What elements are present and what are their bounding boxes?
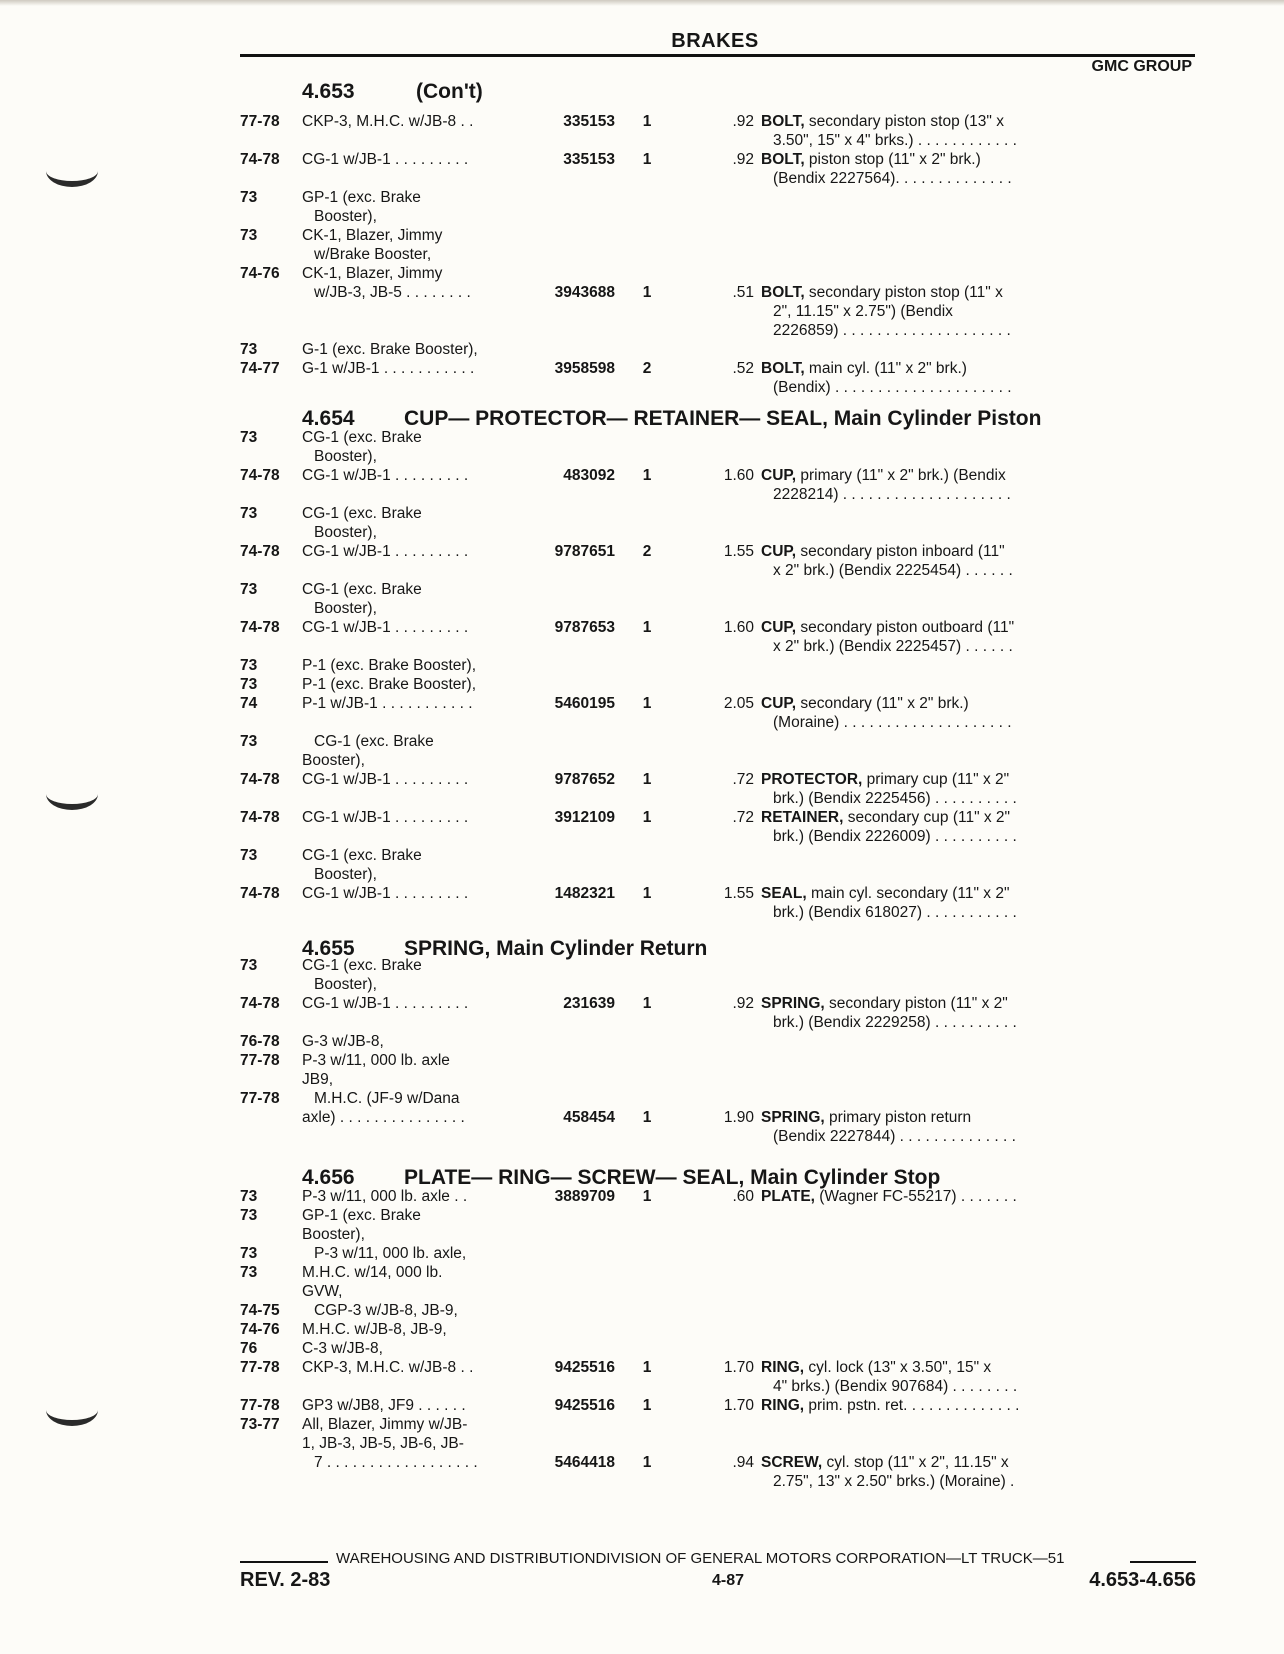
model-years: 74-78 [240, 885, 280, 902]
model-years: 74-78 [240, 771, 280, 788]
quantity: 1 [642, 1359, 652, 1376]
part-description [773, 903, 1017, 923]
list-price: .60 [732, 1188, 754, 1205]
application: CG-1 (exc. Brake [302, 505, 422, 522]
description-text: primary cup (11" x 2" [862, 771, 1010, 788]
application: Booster), [314, 976, 377, 993]
list-price: .72 [732, 771, 754, 788]
part-description [761, 770, 1009, 790]
application: C-3 w/JB-8, [302, 1340, 383, 1357]
application: Booster), [314, 600, 377, 617]
description-text: x 2" brk.) (Bendix 2225457) . . . . . . [773, 638, 1013, 655]
section-title: SPRING, Main Cylinder Return [404, 937, 708, 960]
model-years: 74-78 [240, 619, 280, 636]
model-years: 73 [240, 429, 258, 446]
model-years: 73 [240, 1264, 258, 1281]
part-description [761, 150, 981, 170]
list-price: .94 [732, 1454, 754, 1471]
application: 7 . . . . . . . . . . . . . . . . . . [314, 1454, 478, 1471]
part-number: 9425516 [554, 1397, 615, 1414]
application: CGP-3 w/JB-8, JB-9, [314, 1302, 458, 1319]
footer-rule [240, 1561, 328, 1563]
model-years: 74-75 [240, 1302, 280, 1319]
model-years: 74-76 [240, 265, 280, 282]
application: CG-1 (exc. Brake [302, 429, 422, 446]
part-description [761, 466, 1006, 486]
part-description [773, 302, 953, 322]
part-description [773, 789, 1017, 809]
list-price: 1.60 [723, 619, 754, 636]
part-description [761, 359, 967, 379]
section-title: PLATE— RING— SCREW— SEAL, Main Cylinder Stop [404, 1166, 941, 1189]
part-description [773, 378, 1012, 398]
model-years: 74-77 [240, 360, 280, 377]
model-years: 73 [240, 733, 258, 750]
part-description [773, 561, 1013, 581]
description-text: (Moraine) . . . . . . . . . . . . . . . . . . . . [773, 714, 1012, 731]
model-years: 74-78 [240, 543, 280, 560]
part-name: RETAINER, [761, 809, 844, 826]
list-price: 2.05 [723, 695, 754, 712]
quantity: 1 [642, 1397, 652, 1414]
quantity: 1 [642, 619, 652, 636]
part-description [773, 1377, 1017, 1397]
part-name: SPRING, [761, 1109, 825, 1126]
list-price: 1.70 [723, 1397, 754, 1414]
list-price: .51 [732, 284, 754, 301]
part-description [761, 694, 969, 714]
model-years: 76 [240, 1340, 258, 1357]
model-years: 73 [240, 1245, 258, 1262]
part-description [761, 1396, 1019, 1416]
description-text: piston stop (11" x 2" brk.) [804, 151, 981, 168]
description-text: brk.) (Bendix 618027) . . . . . . . . . . . [773, 904, 1017, 921]
punch-hole-mark [46, 1394, 98, 1426]
quantity: 1 [642, 995, 652, 1012]
description-text: brk.) (Bendix 2226009) . . . . . . . . . . [773, 828, 1017, 845]
description-text: 2226859) . . . . . . . . . . . . . . . . . . . . [773, 322, 1011, 339]
model-years: 73 [240, 341, 258, 358]
application: CKP-3, M.H.C. w/JB-8 . . [302, 1359, 474, 1376]
description-text: 3.50", 15" x 4" brks.) . . . . . . . . . . . . [773, 132, 1017, 149]
section-number: 4.656 [302, 1166, 355, 1189]
description-text: (Bendix) . . . . . . . . . . . . . . . . . . . . . [773, 379, 1012, 396]
quantity: 1 [642, 151, 652, 168]
part-description [773, 1472, 1014, 1492]
part-description [761, 994, 1008, 1014]
application: CG-1 w/JB-1 . . . . . . . . . [302, 809, 469, 826]
description-text: cyl. stop (11" x 2", 11.15" x [822, 1454, 1009, 1471]
list-price: .92 [732, 113, 754, 130]
application: Booster), [314, 866, 377, 883]
application: CG-1 (exc. Brake [302, 581, 422, 598]
list-price: 1.90 [723, 1109, 754, 1126]
page-title: BRAKES [671, 30, 759, 52]
application: All, Blazer, Jimmy w/JB- [302, 1416, 468, 1433]
application: M.H.C. (JF-9 w/Dana [314, 1090, 460, 1107]
application: 1, JB-3, JB-5, JB-6, JB- [302, 1435, 464, 1452]
part-name: SEAL, [761, 885, 807, 902]
part-name: RING, [761, 1397, 805, 1414]
part-number: 9425516 [554, 1359, 615, 1376]
model-years: 73 [240, 1188, 258, 1205]
header-rule [240, 54, 1195, 57]
model-years: 73-77 [240, 1416, 280, 1433]
part-name: BOLT, [761, 284, 805, 301]
model-years: 74 [240, 695, 258, 712]
section-number: 4.653 [302, 80, 355, 103]
group-label: GMC GROUP [1091, 58, 1192, 75]
part-name: BOLT, [761, 113, 805, 130]
quantity: 1 [642, 695, 652, 712]
description-text: secondary (11" x 2" brk.) [796, 695, 969, 712]
section-title: (Con't) [416, 80, 483, 103]
model-years: 73 [240, 957, 258, 974]
footer-section-range: 4.653-4.656 [1089, 1569, 1196, 1591]
part-number: 1482321 [554, 885, 615, 902]
application: CK-1, Blazer, Jimmy [302, 227, 443, 244]
description-text: 4" brks.) (Bendix 907684) . . . . . . . . [773, 1378, 1018, 1395]
quantity: 1 [642, 771, 652, 788]
list-price: .92 [732, 151, 754, 168]
application: M.H.C. w/JB-8, JB-9, [302, 1321, 447, 1338]
model-years: 76-78 [240, 1033, 280, 1050]
part-description [761, 884, 1009, 904]
description-text: main cyl. secondary (11" x 2" [806, 885, 1010, 902]
description-text: primary (11" x 2" brk.) (Bendix [796, 467, 1006, 484]
part-number: 3912109 [554, 809, 615, 826]
application: P-1 (exc. Brake Booster), [302, 657, 477, 674]
description-text: primary piston return [824, 1109, 972, 1126]
part-description [761, 1453, 1009, 1473]
model-years: 77-78 [240, 1052, 280, 1069]
description-text: cyl. lock (13" x 3.50", 15" x [804, 1359, 992, 1376]
part-number: 335153 [563, 113, 615, 130]
part-description [773, 827, 1017, 847]
application: Booster), [314, 524, 377, 541]
part-description [761, 618, 1014, 638]
application: G-1 (exc. Brake Booster), [302, 341, 478, 358]
application: Booster), [302, 1226, 365, 1243]
quantity: 1 [642, 809, 652, 826]
description-text: main cyl. (11" x 2" brk.) [804, 360, 967, 377]
model-years: 73 [240, 847, 258, 864]
application: CG-1 (exc. Brake [302, 847, 422, 864]
model-years: 73 [240, 676, 258, 693]
model-years: 73 [240, 189, 258, 206]
quantity: 1 [642, 284, 652, 301]
description-text: secondary piston stop (11" x [804, 284, 1003, 301]
part-number: 3943688 [554, 284, 615, 301]
model-years: 73 [240, 657, 258, 674]
part-number: 483092 [563, 467, 615, 484]
model-years: 77-78 [240, 1397, 280, 1414]
part-name: PLATE, [761, 1188, 815, 1205]
section-number: 4.655 [302, 937, 355, 960]
list-price: 1.70 [723, 1359, 754, 1376]
application: CG-1 (exc. Brake [314, 733, 434, 750]
description-text: brk.) (Bendix 2229258) . . . . . . . . . . [773, 1014, 1017, 1031]
quantity: 2 [642, 543, 652, 560]
application: Booster), [302, 752, 365, 769]
part-name: SCREW, [761, 1454, 823, 1471]
part-description [761, 808, 1010, 828]
part-number: 458454 [563, 1109, 615, 1126]
part-name: RING, [761, 1359, 805, 1376]
part-description [773, 637, 1013, 657]
description-text: 2.75", 13" x 2.50" brks.) (Moraine) . [773, 1473, 1015, 1490]
application: P-3 w/11, 000 lb. axle, [314, 1245, 467, 1262]
part-description [761, 112, 1004, 132]
part-number: 9787652 [554, 771, 615, 788]
description-text: secondary cup (11" x 2" [843, 809, 1011, 826]
application: P-3 w/11, 000 lb. axle . . [302, 1188, 468, 1205]
model-years: 73 [240, 1207, 258, 1224]
model-years: 73 [240, 227, 258, 244]
application: G-1 w/JB-1 . . . . . . . . . . . [302, 360, 475, 377]
description-text: (Bendix 2227564). . . . . . . . . . . . . . [773, 170, 1012, 187]
list-price: .52 [732, 360, 754, 377]
quantity: 1 [642, 1454, 652, 1471]
model-years: 73 [240, 581, 258, 598]
section-title: CUP— PROTECTOR— RETAINER— SEAL, Main Cylinder Piston [404, 407, 1042, 430]
part-name: PROTECTOR, [761, 771, 863, 788]
application: G-3 w/JB-8, [302, 1033, 384, 1050]
model-years: 73 [240, 505, 258, 522]
part-description [773, 1127, 1016, 1147]
quantity: 1 [642, 113, 652, 130]
part-number: 9787653 [554, 619, 615, 636]
application: w/JB-3, JB-5 . . . . . . . . [314, 284, 471, 301]
part-description [773, 485, 1011, 505]
part-number: 335153 [563, 151, 615, 168]
application: P-3 w/11, 000 lb. axle [302, 1052, 450, 1069]
description-text: 2", 11.15" x 2.75") (Bendix [773, 303, 953, 320]
footer-page-number: 4-87 [711, 1572, 745, 1589]
part-number: 5464418 [554, 1454, 615, 1471]
application: M.H.C. w/14, 000 lb. [302, 1264, 443, 1281]
list-price: 1.60 [723, 467, 754, 484]
description-text: (Wagner FC-55217) . . . . . . . [814, 1188, 1017, 1205]
application: Booster), [314, 208, 377, 225]
description-text: x 2" brk.) (Bendix 2225454) . . . . . . [773, 562, 1013, 579]
model-years: 74-76 [240, 1321, 280, 1338]
quantity: 1 [642, 885, 652, 902]
application: CKP-3, M.H.C. w/JB-8 . . [302, 113, 474, 130]
part-description [773, 321, 1011, 341]
list-price: .72 [732, 809, 754, 826]
description-text: secondary piston inboard (11" [796, 543, 1005, 560]
footer-revision: REV. 2-83 [240, 1569, 331, 1591]
description-text: prim. pstn. ret. . . . . . . . . . . . . . [804, 1397, 1020, 1414]
part-name: SPRING, [761, 995, 825, 1012]
application: CG-1 w/JB-1 . . . . . . . . . [302, 619, 469, 636]
model-years: 74-78 [240, 467, 280, 484]
application: JB9, [302, 1071, 334, 1088]
punch-hole-mark [46, 778, 98, 810]
description-text: brk.) (Bendix 2225456) . . . . . . . . . . [773, 790, 1017, 807]
list-price: 1.55 [723, 885, 754, 902]
application: CK-1, Blazer, Jimmy [302, 265, 443, 282]
application: w/Brake Booster, [314, 246, 432, 263]
application: CG-1 w/JB-1 . . . . . . . . . [302, 771, 469, 788]
application: P-1 (exc. Brake Booster), [302, 676, 477, 693]
part-description [761, 1358, 991, 1378]
part-number: 231639 [563, 995, 615, 1012]
description-text: secondary piston outboard (11" [796, 619, 1015, 636]
application: GP3 w/JB8, JF9 . . . . . . [302, 1397, 466, 1414]
application: Booster), [314, 448, 377, 465]
part-name: BOLT, [761, 360, 805, 377]
scan-edge [0, 0, 1284, 6]
part-name: CUP, [761, 467, 797, 484]
footer-publisher: WAREHOUSING AND DISTRIBUTIONDIVISION OF GENERAL MOTORS CORPORATION—LT TRUCK—51 [336, 1550, 1065, 1567]
part-name: CUP, [761, 619, 797, 636]
part-description [761, 283, 1003, 303]
application: CG-1 w/JB-1 . . . . . . . . . [302, 467, 469, 484]
model-years: 77-78 [240, 1090, 280, 1107]
application: P-1 w/JB-1 . . . . . . . . . . . [302, 695, 473, 712]
part-description [761, 1108, 971, 1128]
application: CG-1 w/JB-1 . . . . . . . . . [302, 995, 469, 1012]
part-number: 5460195 [554, 695, 615, 712]
quantity: 1 [642, 467, 652, 484]
list-price: 1.55 [723, 543, 754, 560]
part-description [773, 131, 1017, 151]
quantity: 2 [642, 360, 652, 377]
description-text: secondary piston stop (13" x [804, 113, 1004, 130]
description-text: 2228214) . . . . . . . . . . . . . . . . . . . . [773, 486, 1011, 503]
application: CG-1 w/JB-1 . . . . . . . . . [302, 543, 469, 560]
model-years: 77-78 [240, 113, 280, 130]
application: GP-1 (exc. Brake [302, 1207, 421, 1224]
part-name: CUP, [761, 543, 797, 560]
part-number: 3889709 [554, 1188, 615, 1205]
application: GVW, [302, 1283, 343, 1300]
list-price: .92 [732, 995, 754, 1012]
model-years: 74-78 [240, 995, 280, 1012]
part-description [761, 542, 1005, 562]
part-description [773, 713, 1012, 733]
application: CG-1 (exc. Brake [302, 957, 422, 974]
application: CG-1 w/JB-1 . . . . . . . . . [302, 151, 469, 168]
application: GP-1 (exc. Brake [302, 189, 421, 206]
part-number: 9787651 [554, 543, 615, 560]
part-name: BOLT, [761, 151, 805, 168]
section-number: 4.654 [302, 407, 355, 430]
part-description [773, 169, 1012, 189]
model-years: 77-78 [240, 1359, 280, 1376]
quantity: 1 [642, 1109, 652, 1126]
part-name: CUP, [761, 695, 797, 712]
part-description [761, 1187, 1017, 1207]
part-number: 3958598 [554, 360, 615, 377]
punch-hole-mark [46, 155, 98, 187]
application: CG-1 w/JB-1 . . . . . . . . . [302, 885, 469, 902]
model-years: 74-78 [240, 809, 280, 826]
model-years: 74-78 [240, 151, 280, 168]
footer-rule [1130, 1561, 1196, 1563]
quantity: 1 [642, 1188, 652, 1205]
application: axle) . . . . . . . . . . . . . . . [302, 1109, 465, 1126]
part-description [773, 1013, 1017, 1033]
description-text: secondary piston (11" x 2" [824, 995, 1008, 1012]
description-text: (Bendix 2227844) . . . . . . . . . . . . . . [773, 1128, 1016, 1145]
